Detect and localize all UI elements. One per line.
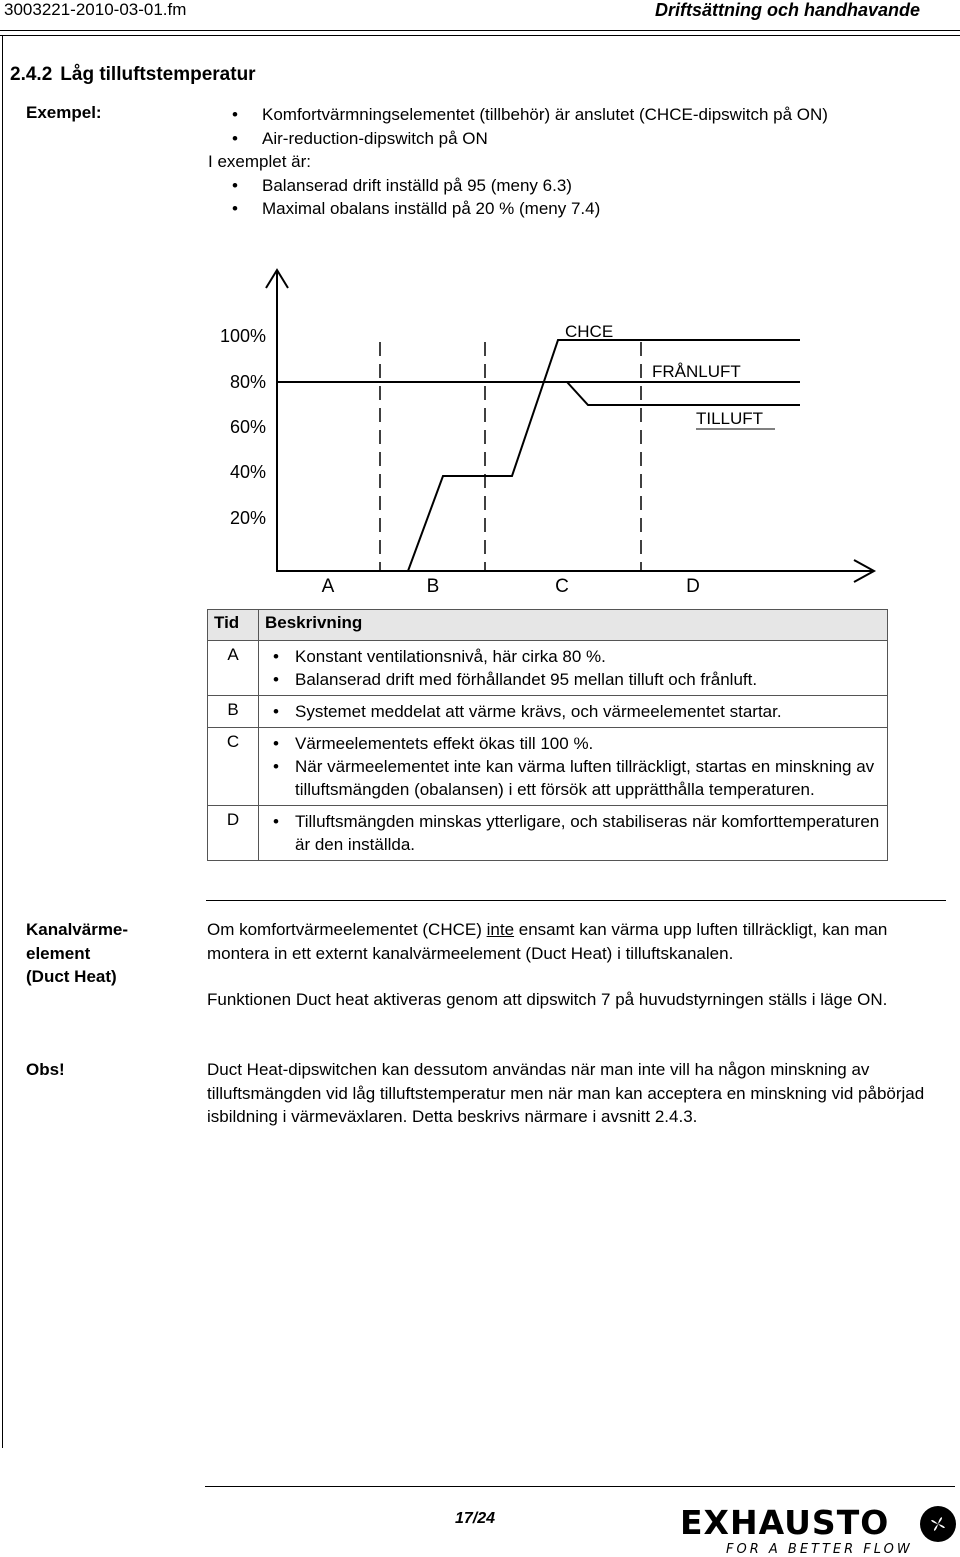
list-item: • Balanserad drift inställd på 95 (meny 6.3) <box>232 175 572 195</box>
header-rule <box>0 30 960 31</box>
example-intro: I exemplet är: <box>208 152 311 171</box>
duct-heat-label: Kanalvärme- element (Duct Heat) <box>26 920 129 986</box>
brand-slogan: FOR A BETTER FLOW <box>726 1542 913 1557</box>
row-description: • Tilluftsmängden minskas ytterligare, och stabiliseras när komforttemperaturen är den inställda. <box>259 806 888 861</box>
description-table <box>207 609 888 861</box>
y-tick-label: 40% <box>229 462 266 482</box>
row-description: • Systemet meddelat att värme krävs, och värmeelementet startar. <box>259 696 888 728</box>
row-time: A <box>208 641 259 696</box>
table-row <box>208 696 888 728</box>
y-tick-label: 60% <box>229 417 266 437</box>
section-rule <box>206 900 946 901</box>
exhausto-logo <box>680 1503 913 1557</box>
section-number: 2.4.2 <box>10 64 53 85</box>
example-list <box>208 103 828 221</box>
row-description: • Värmeelementets effekt ökas till 100 %. • När värmeelementet inte kan värma luften tillräckligt, startas en minskning av tilluftsmängden (obalansen) i ett försök att upprätthålla temperaturen. <box>259 728 888 806</box>
table-row <box>208 641 888 696</box>
table-header-row <box>208 610 888 641</box>
y-tick-label: 80% <box>229 372 266 392</box>
series-label-chce: CHCE <box>565 322 614 341</box>
row-time: B <box>208 696 259 728</box>
emphasis-underlined: inte <box>486 920 515 939</box>
airflow-chart <box>200 262 890 592</box>
x-phase-label: A <box>321 576 335 592</box>
y-tick-label: 20% <box>229 508 266 528</box>
column-header-time: Tid <box>208 610 259 641</box>
brand-wordmark: EXHAUSTO <box>680 1503 890 1542</box>
list-item: • Komfortvärmningselementet (tillbehör) är anslutet (CHCE-dipswitch på ON) <box>232 105 828 124</box>
x-phase-label: C <box>555 576 569 592</box>
column-header-description: Beskrivning <box>259 610 888 641</box>
footer-rule <box>205 1486 955 1487</box>
fan-logo-icon <box>920 1506 956 1542</box>
table-row <box>208 806 888 861</box>
list-item: • Air-reduction-dipswitch på ON <box>232 128 488 148</box>
row-description: • Konstant ventilationsnivå, här cirka 80 %. • Balanserad drift med förhållandet 95 mellan tilluft och frånluft. <box>259 641 888 696</box>
x-phase-label: B <box>426 576 440 592</box>
series-label-tilluft: TILLUFT <box>696 409 764 428</box>
row-time: D <box>208 806 259 861</box>
series-label-franluft: FRÅNLUFT <box>652 362 741 381</box>
series-chce-line <box>408 340 800 571</box>
series-tilluft-line <box>277 382 800 405</box>
duct-heat-paragraph-1: Om komfortvärmeelementet (CHCE) inte ensamt kan värma upp luften tillräckligt, kan man montera in ett externt kanalvärmeelement (Duct Heat) i tilluftskanalen. <box>207 920 888 963</box>
section-heading <box>10 64 256 86</box>
table-row <box>208 728 888 806</box>
obs-label: Obs! <box>26 1060 65 1079</box>
obs-paragraph: Duct Heat-dipswitchen kan dessutom användas när man inte vill ha någon minskning av tilluftsmängden vid låg tilluftstemperatur men när man kan acceptera en minskning vid påbörjad isbildning i värmeväxlaren. Detta beskrivs närmare i avsnitt 2.4.3. <box>207 1060 925 1126</box>
duct-heat-paragraph-2: Funktionen Duct heat aktiveras genom att dipswitch 7 på huvudstyrningen ställs i läge ON. <box>207 990 888 1009</box>
example-label: Exempel: <box>26 103 102 122</box>
y-tick-label: 100% <box>219 326 266 346</box>
header-section: Driftsättning och handhavande <box>654 0 920 20</box>
header-filename: 3003221-2010-03-01.fm <box>4 0 187 19</box>
row-time: C <box>208 728 259 806</box>
left-margin-rule <box>2 36 3 1448</box>
header-rule-2 <box>0 35 960 36</box>
section-title: Låg tilluftstemperatur <box>60 64 256 85</box>
list-item: • Maximal obalans inställd på 20 % (meny 7.4) <box>232 199 601 218</box>
page-number: 17/24 <box>455 1510 496 1527</box>
x-phase-label: D <box>686 576 700 592</box>
